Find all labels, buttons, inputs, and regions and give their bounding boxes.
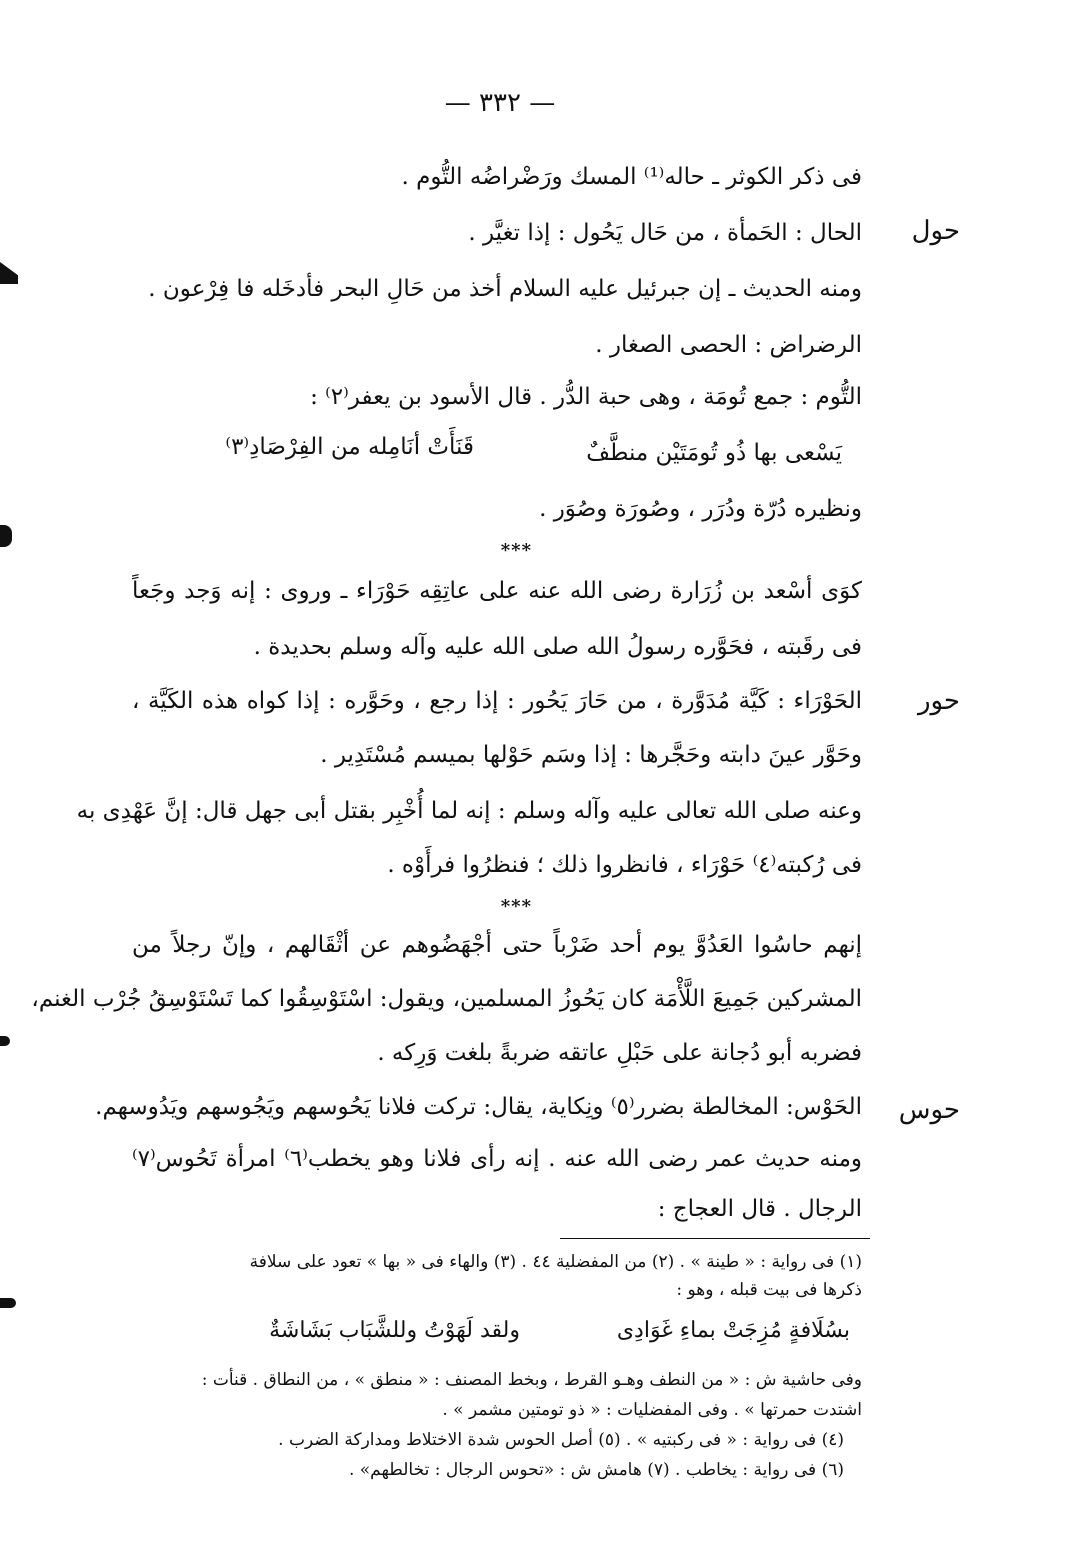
text-line: الحَوْرَاء : كَيَّة مُدَوَّرة ، من حَارَ يَحُور : إذا رجع ، وحَوَّره : إذا كواه هذه الكَيَّة ، bbox=[132, 688, 862, 714]
section-divider: *** bbox=[500, 540, 532, 561]
text-line: فى رُكبته⁽٤⁾ حَوْرَاء ، فانظروا ذلك ؛ فنظرُوا فرأَوْه . bbox=[387, 852, 862, 878]
text-line: كوَى أسْعد بن زُرَارة رضى الله عنه على عاتِقِه حَوْرَاء ـ وروى : إنه وَجد وجَعاً bbox=[132, 578, 862, 604]
text-line: الرضراض : الحصى الصغار . bbox=[595, 332, 862, 358]
footnote-verse-second: بسُلَافةٍ مُزِجَتْ بماءِ غَوَادِى bbox=[616, 1318, 850, 1343]
footnote-line: (٤) فى رواية : « فى ركبتيه » . (٥) أصل الحوس شدة الاختلاط ومداركة الضرب . bbox=[278, 1430, 844, 1450]
page-number: — ٣٣٢ — bbox=[444, 88, 556, 118]
footnote-line: (١) فى رواية : « طينة » . (٢) من المفضلية ٤٤ . (٣) والهاء فى « بها » تعود على سلافة bbox=[249, 1252, 862, 1272]
footnote-line: (٦) فى رواية : يخاطب . (٧) هامش ش : «تحوس الرجال : تخالطهم» . bbox=[348, 1460, 844, 1480]
text-line: ومنه الحديث ـ إن جبرئيل عليه السلام أخذ من حَالِ البحر فأدخَله فا فِرْعون . bbox=[148, 276, 862, 302]
root-word-hawr: حور bbox=[917, 686, 960, 716]
text-line: ونظيره دُرّة ودُرَر ، وصُورَة وصُوَر . bbox=[539, 496, 862, 522]
margin-ink-mark bbox=[0, 1036, 10, 1046]
text-line: فى ذكر الكوثر ـ حاله⁽¹⁾ المسك ورَضْراضُه التُّوم . bbox=[401, 164, 862, 190]
margin-ink-mark bbox=[0, 262, 18, 284]
root-word-haws: حوس bbox=[898, 1095, 960, 1125]
text-line: وعنه صلى الله تعالى عليه وآله وسلم : إنه لما أُخْبِر بقتل أبى جهل قال: إنَّ عَهْدِى به bbox=[76, 798, 862, 824]
section-divider: *** bbox=[500, 896, 532, 917]
footnote-verse-first: ولقد لَهَوْتُ وللشَّبَاب بَشَاشَةٌ bbox=[269, 1318, 520, 1343]
margin-ink-mark bbox=[0, 525, 12, 547]
text-line: فى رقَبته ، فحَوَّره رسولُ الله صلى الله عليه وآله وسلم بحديدة . bbox=[253, 634, 862, 660]
root-word-hawl: حول bbox=[911, 216, 960, 246]
text-line: الحال : الحَمأة ، من حَال يَحُول : إذا تغيَّر . bbox=[468, 220, 862, 246]
verse-second-hemistich: قَنَأَتْ أنَامِله من الفِرْصَادِ⁽٣⁾ bbox=[225, 434, 474, 460]
text-line: التُّوم : جمع تُومَة ، وهى حبة الدُّر . قال الأسود بن يعفر⁽٢⁾ : bbox=[310, 384, 862, 410]
footnote-separator bbox=[560, 1238, 870, 1239]
footnote-line: اشتدت حمرتها » . وفى المفضليات : « ذو تومتين مشمر » . bbox=[442, 1400, 862, 1420]
text-line: وحَوَّر عينَ دابته وحَجَّرها : إذا وسَم حَوْلها بميسم مُسْتَدِير . bbox=[320, 742, 862, 768]
main-text bbox=[31, 0, 863, 1230]
text-line: الرجال . قال العجاج : bbox=[657, 1196, 862, 1222]
margin-ink-mark bbox=[0, 1298, 16, 1308]
text-line: الحَوْس: المخالطة بضرر⁽٥⁾ ونِكاية، يقال: تركت فلانا يَحُوسهم ويَجُوسهم ويَدُوسهم. bbox=[95, 1094, 862, 1120]
footnote-line: وفى حاشية ش : « من النطف وهـو القرط ، وبخط المصنف : « منطق » ، من النطاق . قنأت : bbox=[201, 1370, 862, 1390]
text-line: ومنه حديث عمر رضى الله عنه . إنه رأى فلانا وهو يخطب⁽٦⁾ امرأة تَحُوس⁽٧⁾ bbox=[132, 1146, 863, 1172]
footnote-line: ذكرها فى بيت قبله ، وهو : bbox=[676, 1280, 862, 1300]
text-line: إنهم حاسُوا العَدُوَّ يوم أحد ضَرْباً حتى أجْهَضُوهم عن أثْقَالهم ، وإنّ رجلاً من bbox=[132, 932, 862, 958]
verse-first-hemistich: يَسْعى بها ذُو تُومَتَيْن منطَّفٌ bbox=[586, 440, 842, 466]
text-line: المشركين جَمِيعَ اللَّأْمَة كان يَحُوزُ المسلمين، ويقول: اسْتَوْسِقُوا كما تَسْتَوْسِقُ جُرْب الغنم، bbox=[31, 986, 862, 1012]
text-line: فضربه أبو دُجانة على حَبْلِ عاتقه ضربةً بلغت وَرِكه . bbox=[377, 1040, 862, 1066]
